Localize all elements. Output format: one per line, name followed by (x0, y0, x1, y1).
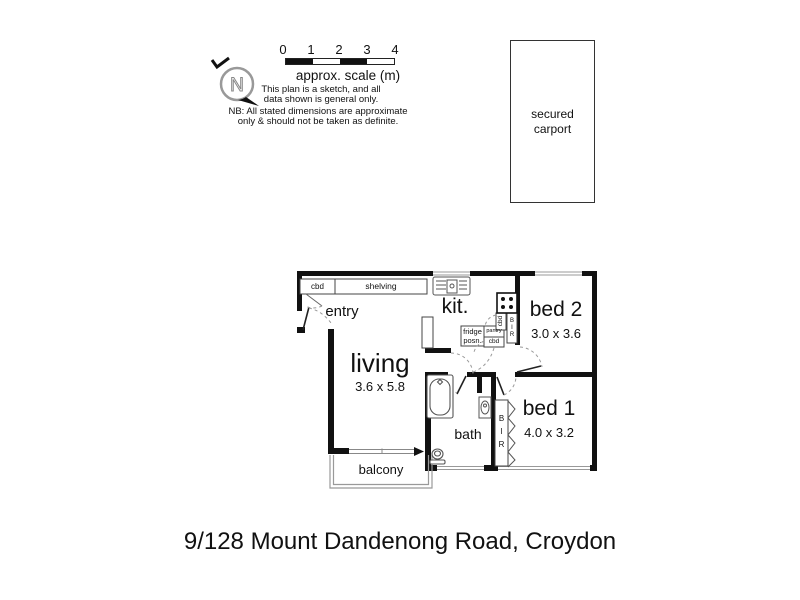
label-bir-bed2-text: BIR (509, 317, 515, 339)
north-arrow-icon (212, 58, 229, 67)
scale-label: approx. scale (m) (295, 68, 401, 83)
sink-fixture (433, 277, 470, 295)
nb-note-line2: only & should not be taken as definite. (237, 116, 399, 127)
scale-bar (285, 58, 395, 65)
sliding-door-arrow-icon (414, 447, 424, 456)
scale-segment-black-2 (340, 59, 367, 64)
bed2-window (535, 271, 582, 276)
wall-bottom-a (425, 465, 437, 471)
room-dims-bed1: 4.0 x 3.2 (524, 425, 574, 440)
sketch-note-line1: This plan is a sketch, and all (261, 84, 381, 95)
label-pantry: pantry (486, 328, 502, 334)
kitchen-bench (422, 317, 433, 348)
entry-door-leaf (303, 307, 309, 330)
kitchen-door-arc (451, 353, 473, 374)
carport-label-line1: secured (531, 106, 574, 121)
room-label-entry: entry (325, 303, 359, 320)
scale-tick-2: 2 (335, 42, 343, 57)
scale-tick-0: 0 (279, 42, 287, 57)
scale-segment-white-1 (313, 59, 340, 64)
room-label-balcony: balcony (358, 462, 404, 477)
bathtub-fixture (427, 375, 453, 418)
north-symbol (212, 58, 259, 106)
wall-bed1-north (515, 372, 597, 377)
wall-bottom-c (590, 465, 597, 471)
label-bir-bed1 (495, 400, 508, 466)
toilet-fixture (430, 449, 445, 464)
scale-tick-3: 3 (363, 42, 371, 57)
label-cbd-entry: cbd (311, 282, 324, 291)
label-bir-bed2 (507, 313, 517, 343)
carport-label-line2: carport (533, 121, 572, 136)
bed2-door-leaf (517, 366, 541, 372)
label-fridge-line1: fridge (463, 327, 482, 336)
room-label-bed1: bed 1 (522, 397, 576, 420)
label-cbd-rotated: cbd (497, 315, 504, 327)
scale-tick-1: 1 (307, 42, 315, 57)
balcony-sliding-door (349, 447, 424, 456)
stove-fixture (497, 293, 517, 313)
hall-door-arc (470, 348, 494, 373)
label-bir-bed1-text: BIR (497, 413, 506, 453)
room-label-living: living (350, 348, 410, 378)
wall-living-south (328, 448, 350, 454)
bath-door-leaf (457, 376, 466, 394)
bath-window (437, 465, 484, 471)
room-dims-bed2: 3.0 x 3.6 (531, 326, 581, 341)
kitchen-window (433, 271, 470, 276)
room-label-bed2: bed 2 (529, 298, 583, 321)
nb-note-line1: NB: All stated dimensions are approximate (228, 106, 408, 117)
label-fridge-line2: posn. (463, 336, 482, 345)
scale-segment-white-2 (367, 59, 394, 64)
room-dims-living: 3.6 x 5.8 (355, 379, 405, 394)
wall-kitchen-south (425, 348, 451, 353)
label-shelving: shelving (365, 281, 397, 291)
label-fridge-position (461, 327, 484, 345)
scale-tick-4: 4 (391, 42, 399, 57)
bed2-door-arc (520, 347, 542, 367)
bed1-door-arc (504, 376, 516, 395)
bed1-window (498, 465, 590, 471)
secured-carport (510, 40, 595, 203)
page-title: 9/128 Mount Dandenong Road, Croydon (183, 528, 617, 555)
north-letter: N (230, 75, 244, 96)
wall-bath-nib (477, 375, 482, 393)
bed1-door-leaf (497, 377, 504, 395)
sketch-note-line2: data shown is general only. (263, 94, 379, 105)
room-label-kitchen: kit. (441, 295, 469, 318)
label-cbd-small: cbd (488, 338, 500, 345)
cbd-strip-arc (485, 315, 496, 326)
basin-fixture (479, 397, 491, 418)
wall-living-west (328, 329, 334, 454)
scale-segment-black-1 (286, 59, 313, 64)
room-label-bath: bath (454, 426, 482, 442)
